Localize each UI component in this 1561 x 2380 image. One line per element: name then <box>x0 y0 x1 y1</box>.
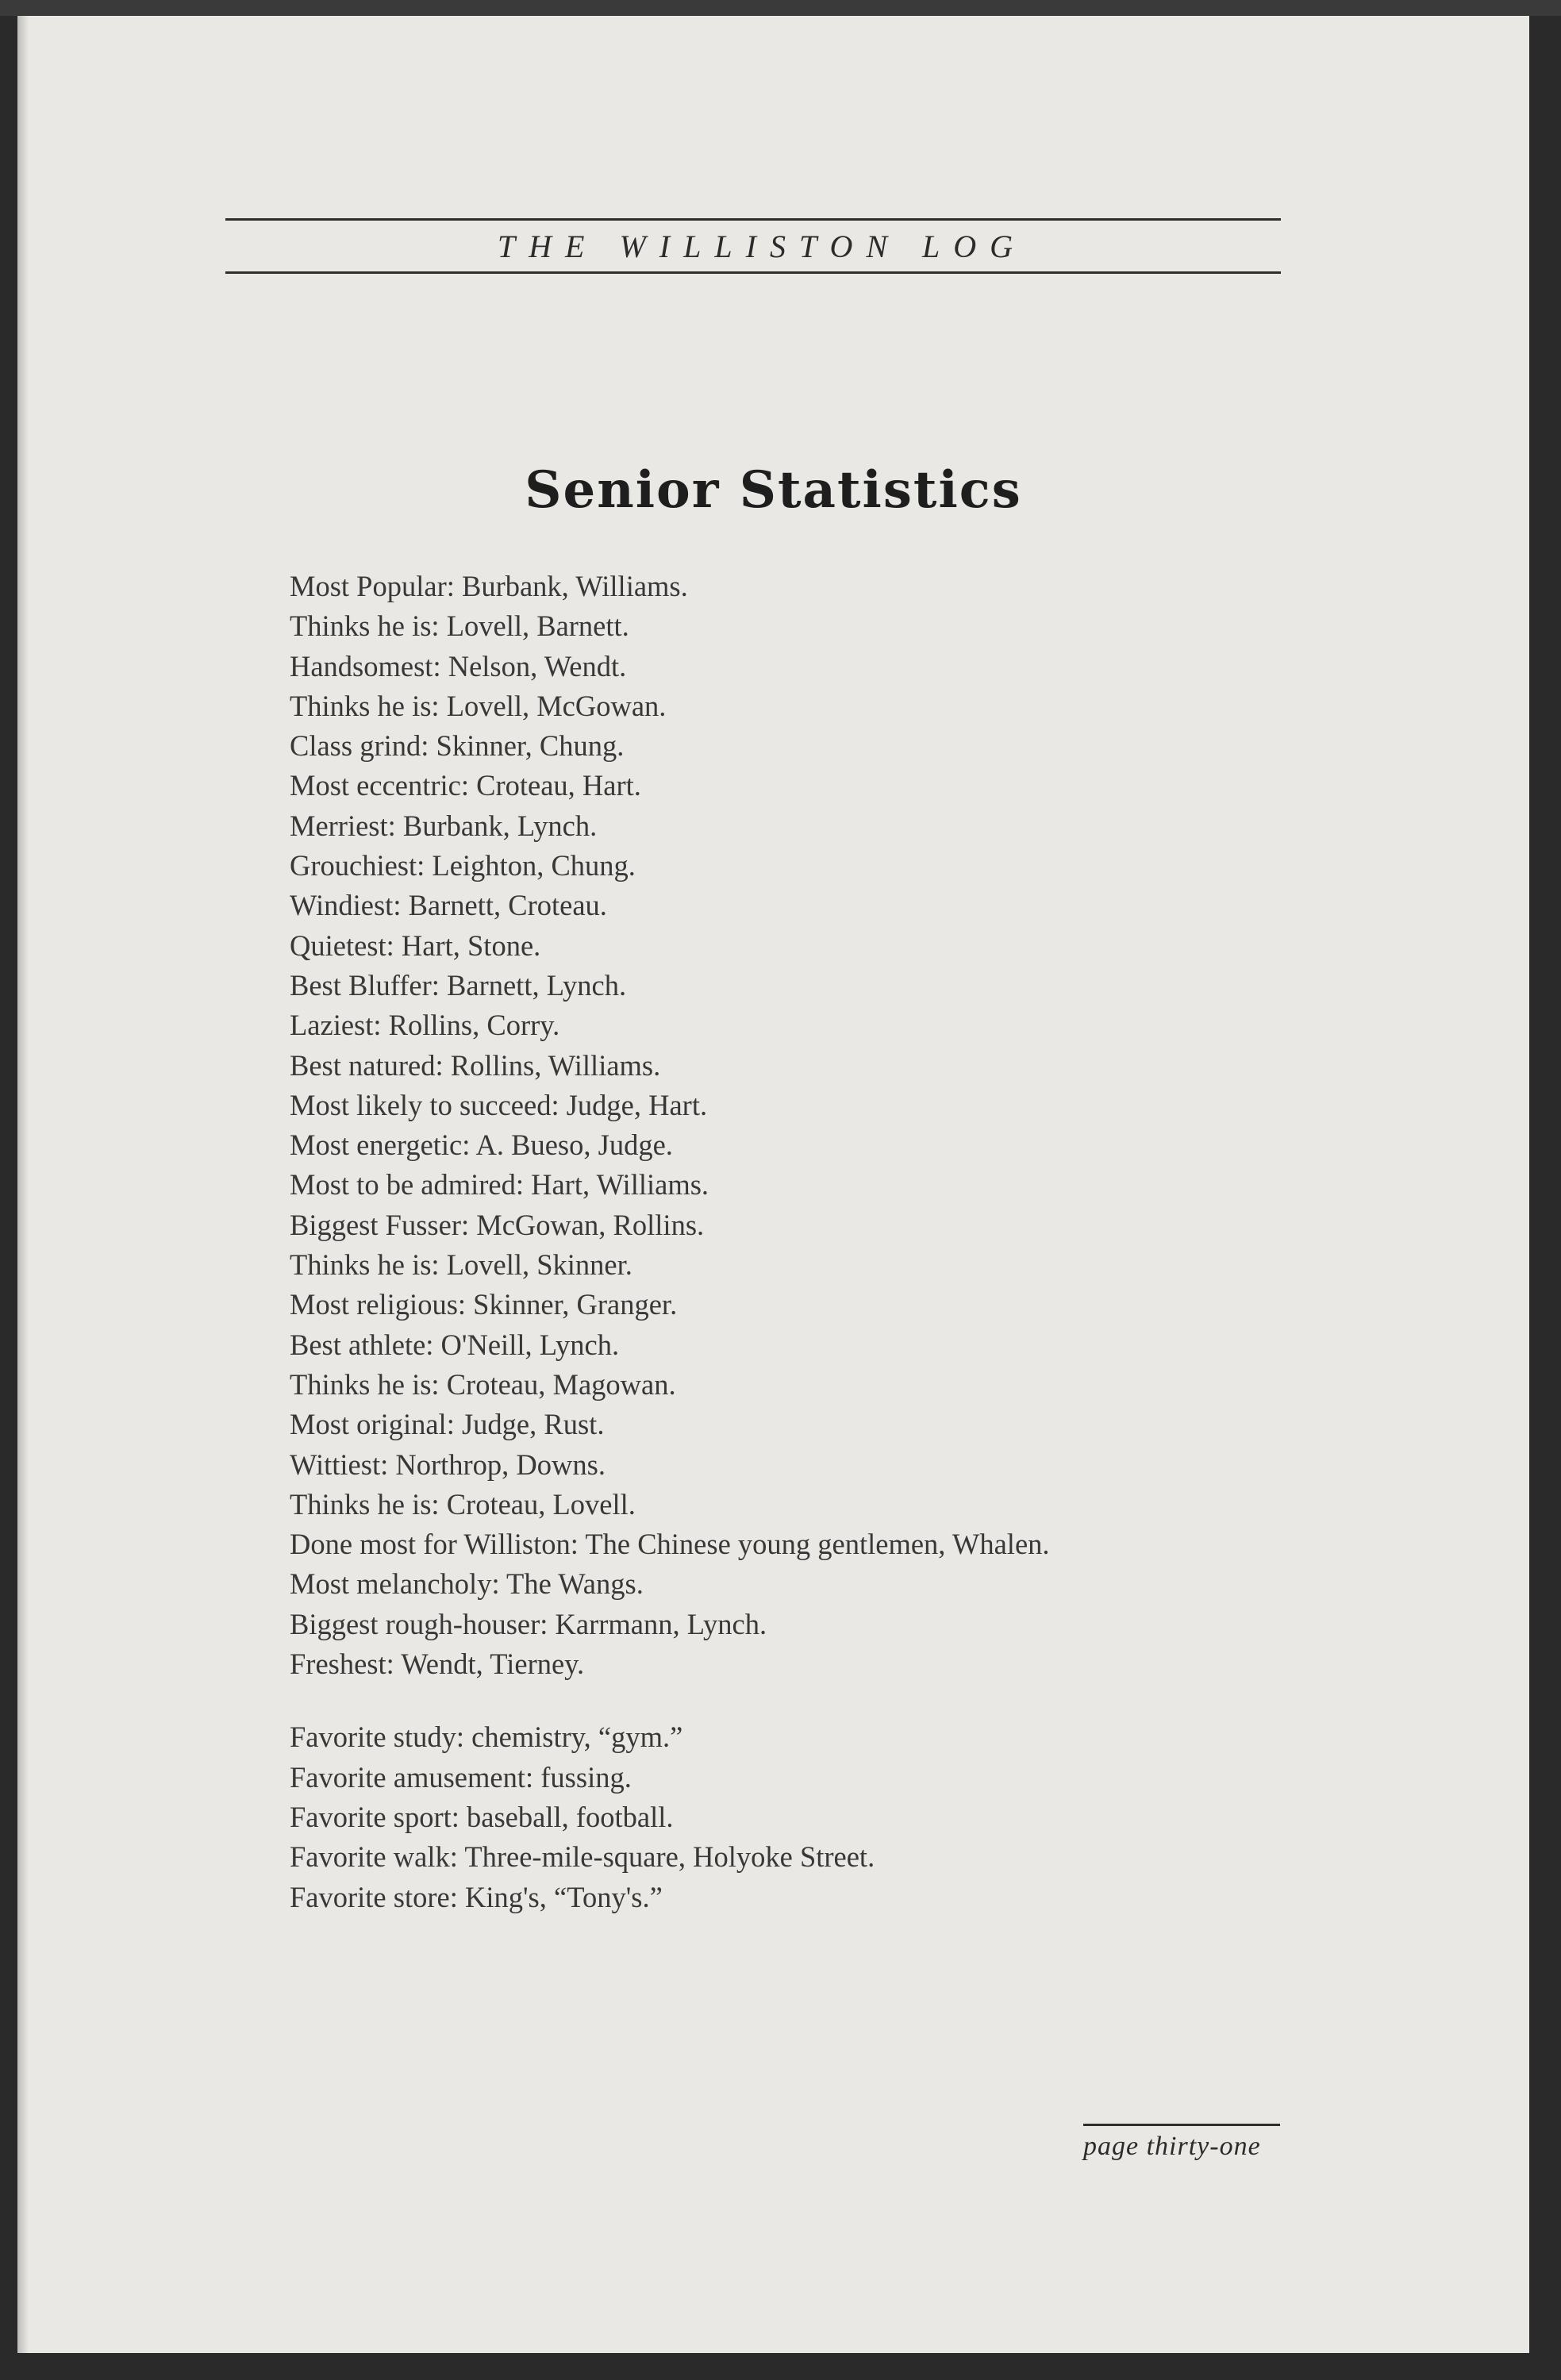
statistics-list <box>290 567 1480 1917</box>
list-item: Most religious: Skinner, Granger. <box>290 1288 678 1321</box>
list-item: Best Bluffer: Barnett, Lynch. <box>290 968 627 1002</box>
list-item: Most to be admired: Hart, Williams. <box>290 1168 709 1202</box>
running-head: THE WILLISTON LOG <box>497 229 1027 264</box>
footer-rule <box>1083 2124 1280 2126</box>
list-item: Most original: Judge, Rust. <box>290 1408 605 1441</box>
binding-shadow <box>17 16 29 2353</box>
list-item: Thinks he is: Lovell, Barnett. <box>290 609 629 643</box>
list-item: Thinks he is: Lovell, Skinner. <box>290 1248 632 1282</box>
list-item: Merriest: Burbank, Lynch. <box>290 809 598 842</box>
list-item: Biggest Fusser: McGowan, Rollins. <box>290 1208 705 1241</box>
page-number: page thirty-one <box>1083 2132 1261 2161</box>
list-item: Class grind: Skinner, Chung. <box>290 729 625 763</box>
favorite-item: Favorite store: King's, “Tony's.” <box>290 1880 663 1913</box>
list-item: Best athlete: O'Neill, Lynch. <box>290 1328 620 1361</box>
scan-top-edge <box>0 0 1561 16</box>
list-item: Biggest rough-houser: Karrmann, Lynch. <box>290 1607 767 1640</box>
list-item: Windiest: Barnett, Croteau. <box>290 889 607 922</box>
list-item: Most melancholy: The Wangs. <box>290 1567 644 1601</box>
list-item: Thinks he is: Croteau, Magowan. <box>290 1367 676 1401</box>
section-gap <box>290 1684 1480 1717</box>
list-item: Best natured: Rollins, Williams. <box>290 1048 661 1082</box>
list-item: Most likely to succeed: Judge, Hart. <box>290 1088 708 1121</box>
list-item: Laziest: Rollins, Corry. <box>290 1009 560 1042</box>
list-item: Freshest: Wendt, Tierney. <box>290 1648 585 1681</box>
favorite-item: Favorite sport: baseball, football. <box>290 1800 674 1833</box>
favorite-item: Favorite amusement: fussing. <box>290 1760 632 1794</box>
page-header <box>225 218 1281 274</box>
list-item: Most eccentric: Croteau, Hart. <box>290 769 641 802</box>
list-item: Wittiest: Northrop, Downs. <box>290 1448 606 1481</box>
list-item: Most Popular: Burbank, Williams. <box>290 570 688 602</box>
favorite-item: Favorite walk: Three-mile-square, Holyoke Street. <box>290 1840 875 1874</box>
page-title: Senior Statistics <box>525 460 1022 520</box>
header-rule-bottom <box>225 271 1281 274</box>
favorite-item: Favorite study: chemistry, “gym.” <box>290 1721 683 1754</box>
list-item: Thinks he is: Croteau, Lovell. <box>290 1487 636 1521</box>
list-item: Handsomest: Nelson, Wendt. <box>290 649 627 682</box>
list-item: Done most for Williston: The Chinese young gentlemen, Whalen. <box>290 1528 1050 1561</box>
list-item: Grouchiest: Leighton, Chung. <box>290 849 636 882</box>
list-item: Thinks he is: Lovell, McGowan. <box>290 689 667 722</box>
list-item: Quietest: Hart, Stone. <box>290 929 541 962</box>
list-item: Most energetic: A. Bueso, Judge. <box>290 1128 673 1162</box>
